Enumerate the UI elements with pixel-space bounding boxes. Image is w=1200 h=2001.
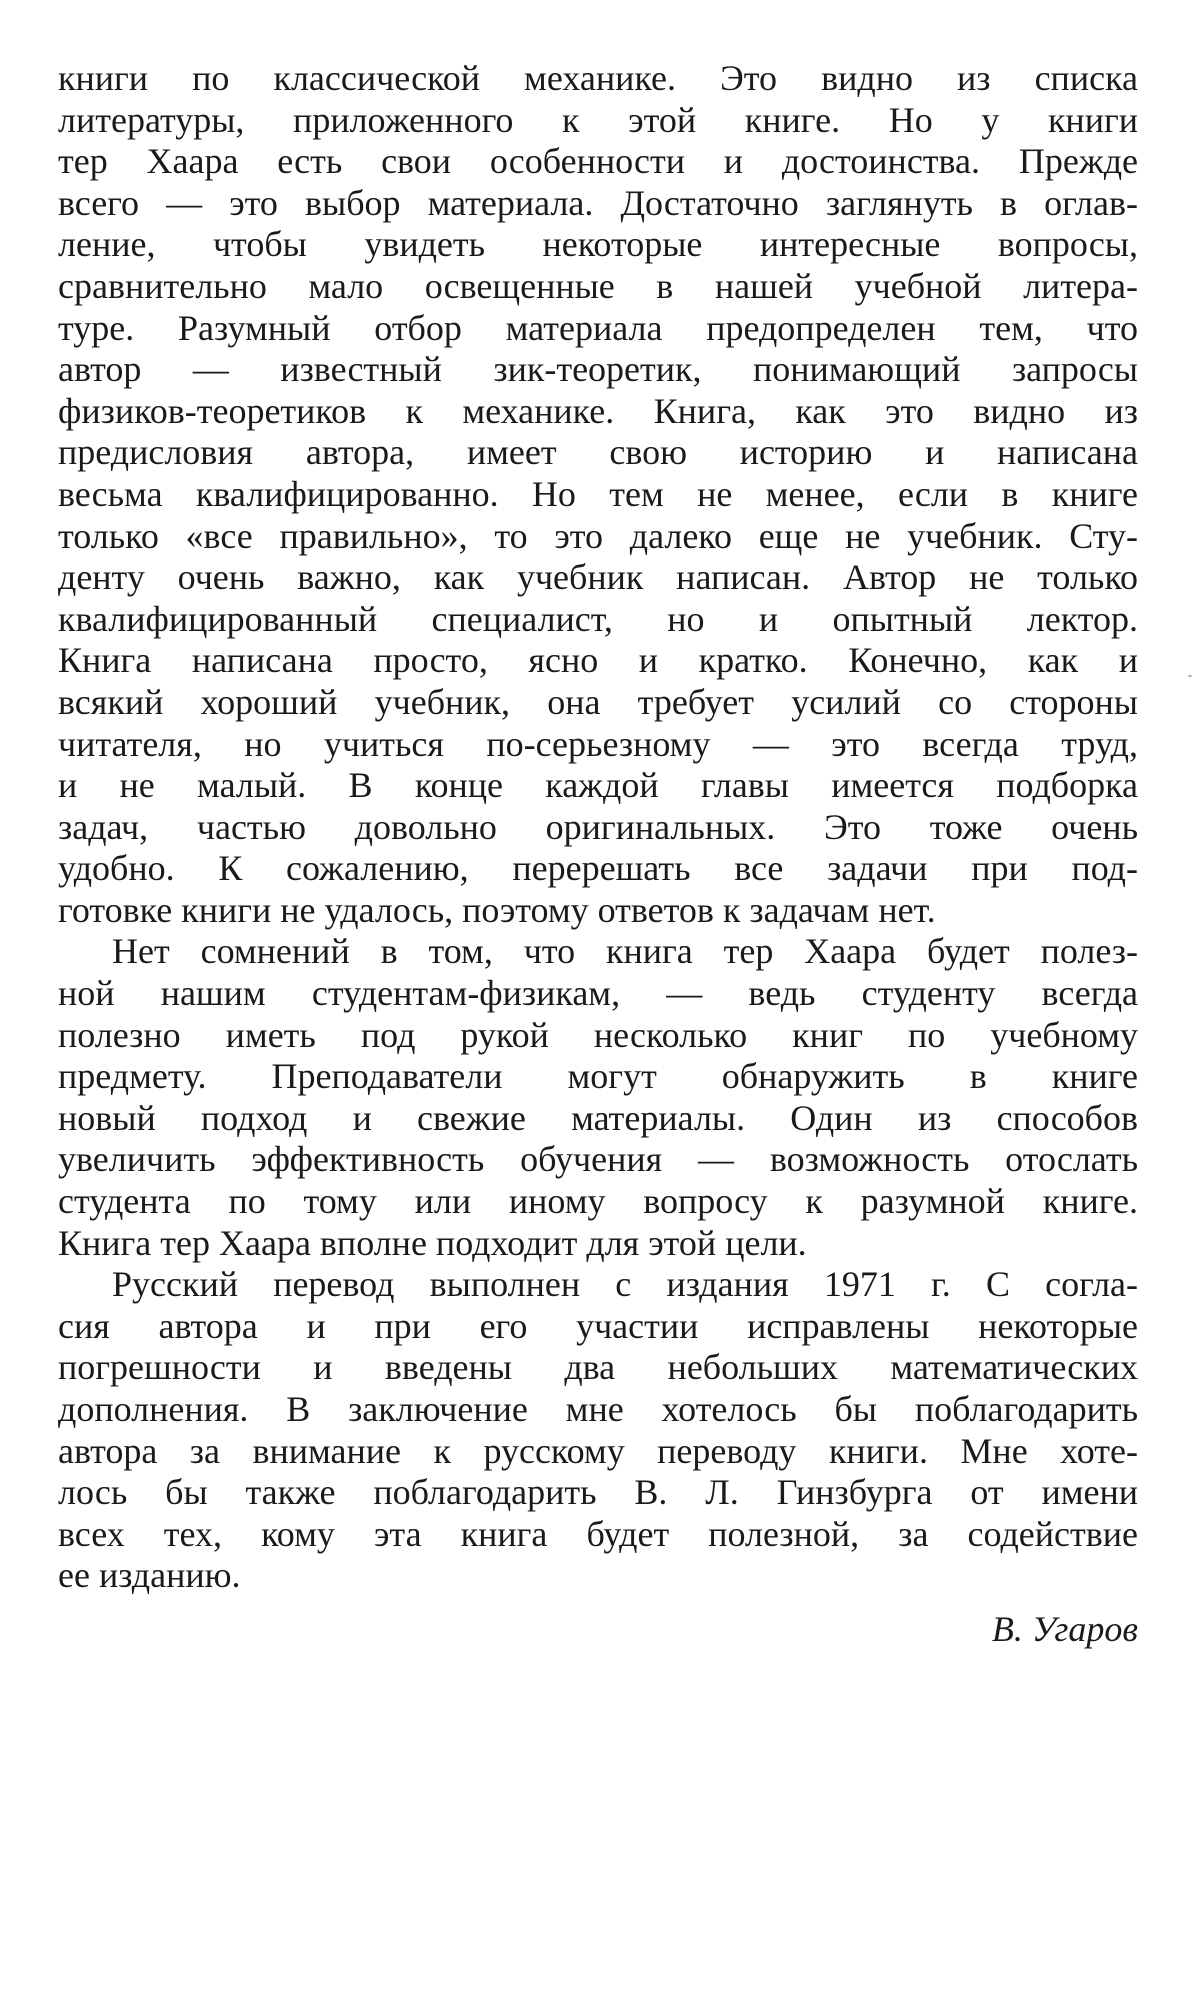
author-signature: В. Угаров <box>991 1608 1138 1649</box>
text-line: предмету. Преподаватели могут обнаружить в книге <box>58 1056 1138 1097</box>
paragraph-1 <box>58 58 1138 931</box>
text-line: Нет сомнений в том, что книга тер Хаара будет полез- <box>112 931 1138 972</box>
document-page <box>58 58 1138 1651</box>
text-line: Книга тер Хаара вполне подходит для этой цели. <box>58 1222 807 1263</box>
text-line: весьма квалифицированно. Но тем не менее, если в книге <box>58 473 1138 514</box>
text-line: тер Хаара есть свои особенности и достоинства. Прежде <box>58 141 1138 182</box>
text-line: новый подход и свежие материалы. Один из способов <box>58 1097 1138 1138</box>
text-line: денту очень важно, как учебник написан. Автор не только <box>58 557 1138 598</box>
text-line: всех тех, кому эта книга будет полезной, за содействие <box>58 1513 1138 1554</box>
text-line: дополнения. В заключение мне хотелось бы поблагодарить <box>58 1389 1138 1429</box>
text-line: увеличить эффективность обучения — возможность отослать <box>58 1139 1138 1180</box>
text-line: и не малый. В конце каждой главы имеется подборка <box>58 765 1138 806</box>
text-line: читателя, но учиться по-серьезному — это всегда труд, <box>58 723 1138 764</box>
paragraph-2 <box>58 931 1138 1264</box>
text-line: ее изданию. <box>58 1555 241 1596</box>
text-line: ной нашим студентам-физикам, — ведь студенту всегда <box>58 973 1138 1014</box>
text-line: предисловия автора, имеет свою историю и написана <box>58 432 1138 473</box>
text-line: задач, частью довольно оригинальных. Это тоже очень <box>58 806 1138 847</box>
text-line: только «все правильно», то это далеко еще не учебник. Сту- <box>58 515 1138 556</box>
text-line: сия автора и при его участии исправлены некоторые <box>58 1305 1138 1346</box>
text-line: всякий хороший учебник, она требует усилий со стороны <box>58 681 1138 722</box>
text-line: ление, чтобы увидеть некоторые интересные вопросы, <box>58 224 1138 265</box>
text-line: Книга написана просто, ясно и кратко. Конечно, как и <box>58 640 1138 681</box>
text-line: полезно иметь под рукой несколько книг по учебному <box>58 1014 1138 1055</box>
text-line: лось бы также поблагодарить В. Л. Гинзбурга от имени <box>58 1472 1138 1513</box>
text-line: квалифицированный специалист, но и опытный лектор. <box>58 598 1138 639</box>
text-line: погрешности и введены два небольших математических <box>58 1347 1138 1388</box>
text-line: сравнительно мало освещенные в нашей учебной литера- <box>58 265 1138 306</box>
text-line: студента по тому или иному вопросу к разумной книге. <box>58 1181 1138 1222</box>
text-line: туре. Разумный отбор материала предопределен тем, что <box>58 307 1138 348</box>
margin-mark: - <box>1188 668 1192 682</box>
text-line: Русский перевод выполнен с издания 1971 г. С согла- <box>112 1264 1138 1305</box>
text-line: автора за внимание к русскому переводу книги. Мне хоте- <box>58 1430 1138 1471</box>
text-line: литературы, приложенного к этой книге. Но у книги <box>58 99 1138 140</box>
text-line: удобно. К сожалению, перерешать все задачи при под- <box>58 848 1138 889</box>
text-line: готовке книги не удалось, поэтому ответов к задачам нет. <box>58 889 936 930</box>
text-line: книги по классической механике. Это видно из списка <box>58 58 1138 98</box>
text-line: автор — известный зик-теоретик, понимающий запросы <box>58 349 1138 390</box>
text-line: всего — это выбор материала. Достаточно заглянуть в оглав- <box>58 182 1138 223</box>
text-line: физиков-теоретиков к механике. Книга, как это видно из <box>58 390 1138 431</box>
paragraph-3 <box>58 1264 1138 1597</box>
